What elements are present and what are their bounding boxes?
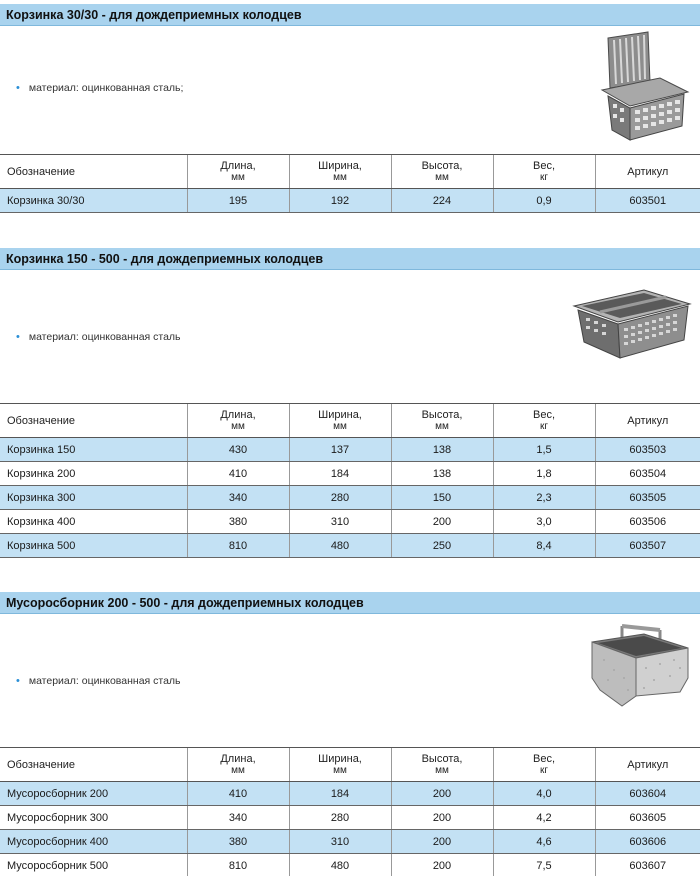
cell-designation: Мусоросборник 400 xyxy=(0,830,187,854)
col-width: Ширина, мм xyxy=(289,155,391,189)
bullet-icon: • xyxy=(16,674,20,687)
col-height: Высота, мм xyxy=(391,748,493,782)
col-article: Артикул xyxy=(595,155,700,189)
cell-width: 192 xyxy=(289,189,391,213)
cell-width: 280 xyxy=(289,486,391,510)
col-designation: Обозначение xyxy=(0,155,187,189)
cell-height: 200 xyxy=(391,510,493,534)
table-header-row xyxy=(0,404,700,438)
material-note xyxy=(16,675,181,687)
cell-height: 138 xyxy=(391,462,493,486)
cell-length: 340 xyxy=(187,486,289,510)
cell-length: 810 xyxy=(187,854,289,876)
cell-weight: 4,6 xyxy=(493,830,595,854)
cell-height: 200 xyxy=(391,830,493,854)
table-row xyxy=(0,782,700,806)
table-header-row xyxy=(0,155,700,189)
cell-designation: Корзинка 300 xyxy=(0,486,187,510)
cell-width: 137 xyxy=(289,438,391,462)
cell-height: 250 xyxy=(391,534,493,558)
section-korzinka-3030 xyxy=(0,4,700,26)
cell-weight: 1,8 xyxy=(493,462,595,486)
cell-article: 603507 xyxy=(595,534,700,558)
cell-weight: 1,5 xyxy=(493,438,595,462)
cell-width: 280 xyxy=(289,806,391,830)
cell-height: 138 xyxy=(391,438,493,462)
cell-weight: 8,4 xyxy=(493,534,595,558)
table-korzinka-3030 xyxy=(0,154,700,213)
cell-article: 603605 xyxy=(595,806,700,830)
section-title: Корзинка 150 - 500 - для дождеприемных колодцев xyxy=(0,248,700,270)
cell-height: 150 xyxy=(391,486,493,510)
material-text: материал: оцинкованная сталь; xyxy=(28,82,184,94)
table-row xyxy=(0,510,700,534)
cell-designation: Корзинка 400 xyxy=(0,510,187,534)
cell-weight: 2,3 xyxy=(493,486,595,510)
table-row xyxy=(0,806,700,830)
col-width: Ширина, мм xyxy=(289,404,391,438)
col-height: Высота, мм xyxy=(391,404,493,438)
col-article: Артикул xyxy=(595,404,700,438)
col-designation: Обозначение xyxy=(0,748,187,782)
col-length: Длина, мм xyxy=(187,748,289,782)
cell-designation: Корзинка 500 xyxy=(0,534,187,558)
cell-designation: Корзинка 150 xyxy=(0,438,187,462)
table-musorosbornik-200-500 xyxy=(0,747,700,876)
cell-width: 480 xyxy=(289,534,391,558)
bullet-icon: • xyxy=(16,330,20,343)
cell-article: 603504 xyxy=(595,462,700,486)
cell-article: 603607 xyxy=(595,854,700,876)
cell-length: 410 xyxy=(187,462,289,486)
table-row xyxy=(0,830,700,854)
cell-width: 310 xyxy=(289,830,391,854)
cell-length: 340 xyxy=(187,806,289,830)
cell-width: 184 xyxy=(289,462,391,486)
cell-length: 380 xyxy=(187,830,289,854)
cell-height: 200 xyxy=(391,806,493,830)
col-length: Длина, мм xyxy=(187,155,289,189)
col-height: Высота, мм xyxy=(391,155,493,189)
section-title: Корзинка 30/30 - для дождеприемных колодцев xyxy=(0,4,700,26)
col-article: Артикул xyxy=(595,748,700,782)
debris-collector-image xyxy=(584,616,694,712)
table-row xyxy=(0,534,700,558)
section-title: Мусоросборник 200 - 500 - для дождеприемных колодцев xyxy=(0,592,700,614)
cell-designation: Корзинка 200 xyxy=(0,462,187,486)
cell-length: 810 xyxy=(187,534,289,558)
bullet-icon: • xyxy=(16,81,20,94)
table-header-row xyxy=(0,748,700,782)
material-note xyxy=(16,331,181,343)
col-weight: Вес, кг xyxy=(493,155,595,189)
section-korzinka-150-500 xyxy=(0,248,700,270)
basket-150-500-image xyxy=(570,276,695,364)
cell-weight: 4,2 xyxy=(493,806,595,830)
table-row xyxy=(0,189,700,213)
cell-article: 603506 xyxy=(595,510,700,534)
material-text: материал: оцинкованная сталь xyxy=(28,331,181,343)
cell-length: 410 xyxy=(187,782,289,806)
table-row xyxy=(0,438,700,462)
table-row xyxy=(0,854,700,876)
table-row xyxy=(0,486,700,510)
cell-article: 603503 xyxy=(595,438,700,462)
table-row xyxy=(0,462,700,486)
cell-designation: Корзинка 30/30 xyxy=(0,189,187,213)
cell-article: 603501 xyxy=(595,189,700,213)
cell-length: 380 xyxy=(187,510,289,534)
cell-designation: Мусоросборник 300 xyxy=(0,806,187,830)
section-musorosbornik-200-500 xyxy=(0,592,700,614)
cell-width: 184 xyxy=(289,782,391,806)
basket-3030-image xyxy=(588,30,693,148)
col-weight: Вес, кг xyxy=(493,748,595,782)
cell-width: 310 xyxy=(289,510,391,534)
cell-length: 195 xyxy=(187,189,289,213)
cell-weight: 3,0 xyxy=(493,510,595,534)
material-text: материал: оцинкованная сталь xyxy=(28,675,181,687)
col-width: Ширина, мм xyxy=(289,748,391,782)
cell-height: 200 xyxy=(391,782,493,806)
cell-article: 603606 xyxy=(595,830,700,854)
cell-weight: 0,9 xyxy=(493,189,595,213)
cell-width: 480 xyxy=(289,854,391,876)
cell-height: 200 xyxy=(391,854,493,876)
col-length: Длина, мм xyxy=(187,404,289,438)
cell-article: 603505 xyxy=(595,486,700,510)
cell-article: 603604 xyxy=(595,782,700,806)
col-designation: Обозначение xyxy=(0,404,187,438)
material-note xyxy=(16,82,183,94)
cell-designation: Мусоросборник 200 xyxy=(0,782,187,806)
cell-designation: Мусоросборник 500 xyxy=(0,854,187,876)
cell-weight: 7,5 xyxy=(493,854,595,876)
cell-height: 224 xyxy=(391,189,493,213)
cell-weight: 4,0 xyxy=(493,782,595,806)
table-korzinka-150-500 xyxy=(0,403,700,558)
col-weight: Вес, кг xyxy=(493,404,595,438)
cell-length: 430 xyxy=(187,438,289,462)
